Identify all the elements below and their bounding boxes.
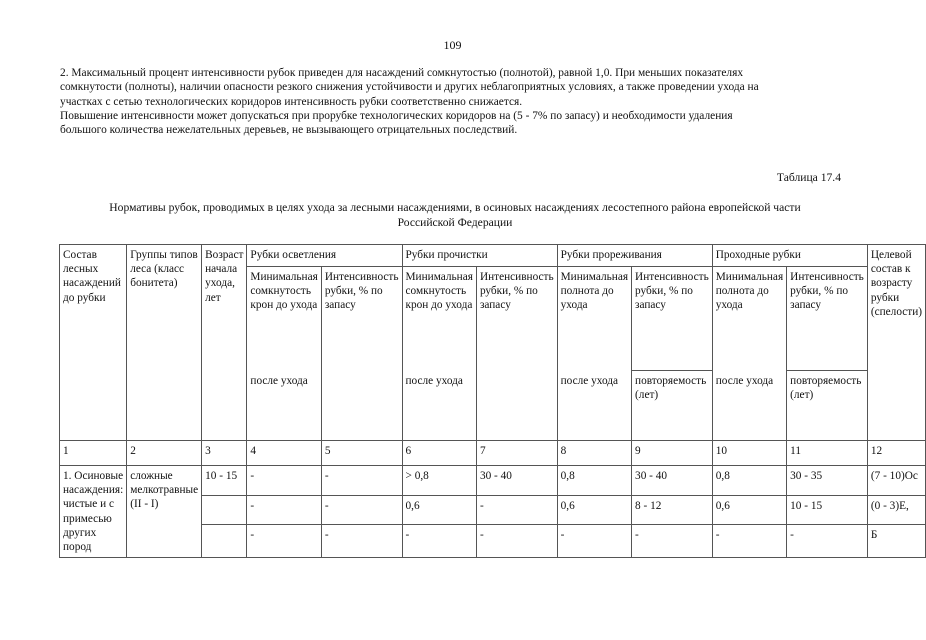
header-forest-types: Группы типов леса (класс бонитета) — [127, 245, 202, 441]
table-cell: - — [476, 525, 557, 558]
caption-line: Российской Федерации — [397, 216, 513, 229]
age-cell: 10 - 15 — [202, 466, 247, 496]
subheader-intensity: Интенсивность рубки, % по запасу — [321, 267, 402, 441]
subheader-intensity: Интенсивность рубки, % по запасу — [476, 267, 557, 441]
table-cell: - — [247, 525, 321, 558]
table-cell: - — [632, 525, 713, 558]
table-cell: - — [787, 525, 868, 558]
column-number: 1 — [60, 441, 127, 466]
note-line: 2. Максимальный процент интенсивности рубок приведен для насаждений сомкнутостью (полнотой), равной 1,0. При меньших показателях — [60, 67, 744, 79]
subheader-after: после ухода — [712, 371, 786, 441]
subheader-intensity: Интенсивность рубки, % по запасу — [632, 267, 713, 371]
table-cell: - — [247, 495, 321, 525]
header-group-thinning: Рубки прореживания — [557, 245, 712, 267]
table-cell — [202, 495, 247, 525]
table-cell: - — [476, 495, 557, 525]
column-number: 5 — [321, 441, 402, 466]
subheader-after: после ухода — [247, 371, 321, 441]
note-line: участках с сетью технологических коридоров интенсивность рубки соответственно снижается. — [60, 95, 523, 108]
note-line: Повышение интенсивности может допускаться при прорубке технологических коридоров на (5 - 7% по запасу) и необходимости удаления — [60, 109, 733, 122]
caption-line: Нормативы рубок, проводимых в целях ухода за лесными насаждениями, в осиновых насаждениях лесостепного района европейской части — [109, 201, 801, 214]
header-age: Возраст начала ухода, лет — [202, 245, 247, 441]
table-cell: - — [321, 525, 402, 558]
note-line: большого количества нежелательных деревьев, не вызывающего отрицательных последствий. — [60, 124, 518, 137]
header-composition: Состав лесных насаждений до рубки — [60, 245, 127, 441]
table-label: Таблица 17.4 — [776, 171, 841, 184]
table-cell: > 0,8 — [402, 466, 476, 496]
column-number: 11 — [787, 441, 868, 466]
subheader-min-density: Минимальная полнота до ухода — [557, 267, 631, 371]
column-number: 4 — [247, 441, 321, 466]
column-number: 12 — [867, 441, 925, 466]
table-cell: 8 - 12 — [632, 495, 713, 525]
column-number: 9 — [632, 441, 713, 466]
page-number: 109 — [443, 38, 462, 52]
subheader-min-density: Минимальная полнота до ухода — [712, 267, 786, 371]
note-line: сомкнутости (полноты), наличии опасности резкого снижения устойчивости и других неблагоприятных условиях, а также проведении ухода на — [60, 81, 759, 94]
table-cell: 0,6 — [712, 495, 786, 525]
table-cell: (7 - 10)Ос — [867, 466, 925, 496]
table-cell: 0,6 — [402, 495, 476, 525]
norms-table — [59, 244, 926, 558]
table-row — [60, 466, 926, 496]
column-number: 2 — [127, 441, 202, 466]
subheader-intensity: Интенсивность рубки, % по запасу — [787, 267, 868, 371]
subheader-after: после ухода — [402, 371, 476, 441]
table-cell: - — [247, 466, 321, 496]
column-number: 6 — [402, 441, 476, 466]
subheader-repeat: повторяемость (лет) — [632, 371, 713, 441]
column-number: 8 — [557, 441, 631, 466]
header-group-clarification: Рубки осветления — [247, 245, 402, 267]
table-cell: 10 - 15 — [787, 495, 868, 525]
table-cell: - — [557, 525, 631, 558]
subheader-repeat: повторяемость (лет) — [787, 371, 868, 441]
table-cell — [202, 525, 247, 558]
forest-type-cell: сложные мелкотравные (II - I) — [127, 466, 202, 558]
table-cell: 30 - 35 — [787, 466, 868, 496]
note-text — [60, 66, 850, 137]
column-number: 10 — [712, 441, 786, 466]
subheader-after: после ухода — [557, 371, 631, 441]
table-cell: - — [712, 525, 786, 558]
table-cell: 0,6 — [557, 495, 631, 525]
composition-cell: 1. Осиновые насаждения: чистые и с примесью других пород — [60, 466, 127, 558]
header-target: Целевой состав к возрасту рубки (спелости) — [867, 245, 925, 441]
table-cell: 30 - 40 — [476, 466, 557, 496]
table-cell: (0 - 3)Е, — [867, 495, 925, 525]
table-cell: - — [402, 525, 476, 558]
table-cell: 0,8 — [557, 466, 631, 496]
table-cell: Б — [867, 525, 925, 558]
table-cell: 0,8 — [712, 466, 786, 496]
table-cell: - — [321, 495, 402, 525]
column-number: 7 — [476, 441, 557, 466]
table-cell: - — [321, 466, 402, 496]
column-number: 3 — [202, 441, 247, 466]
table-cell: 30 - 40 — [632, 466, 713, 496]
subheader-min-crown: Минимальная сомкнутость крон до ухода — [402, 267, 476, 371]
subheader-min-crown: Минимальная сомкнутость крон до ухода — [247, 267, 321, 371]
header-group-passing: Проходные рубки — [712, 245, 867, 267]
header-group-cleaning: Рубки прочистки — [402, 245, 557, 267]
table-caption — [60, 200, 850, 230]
